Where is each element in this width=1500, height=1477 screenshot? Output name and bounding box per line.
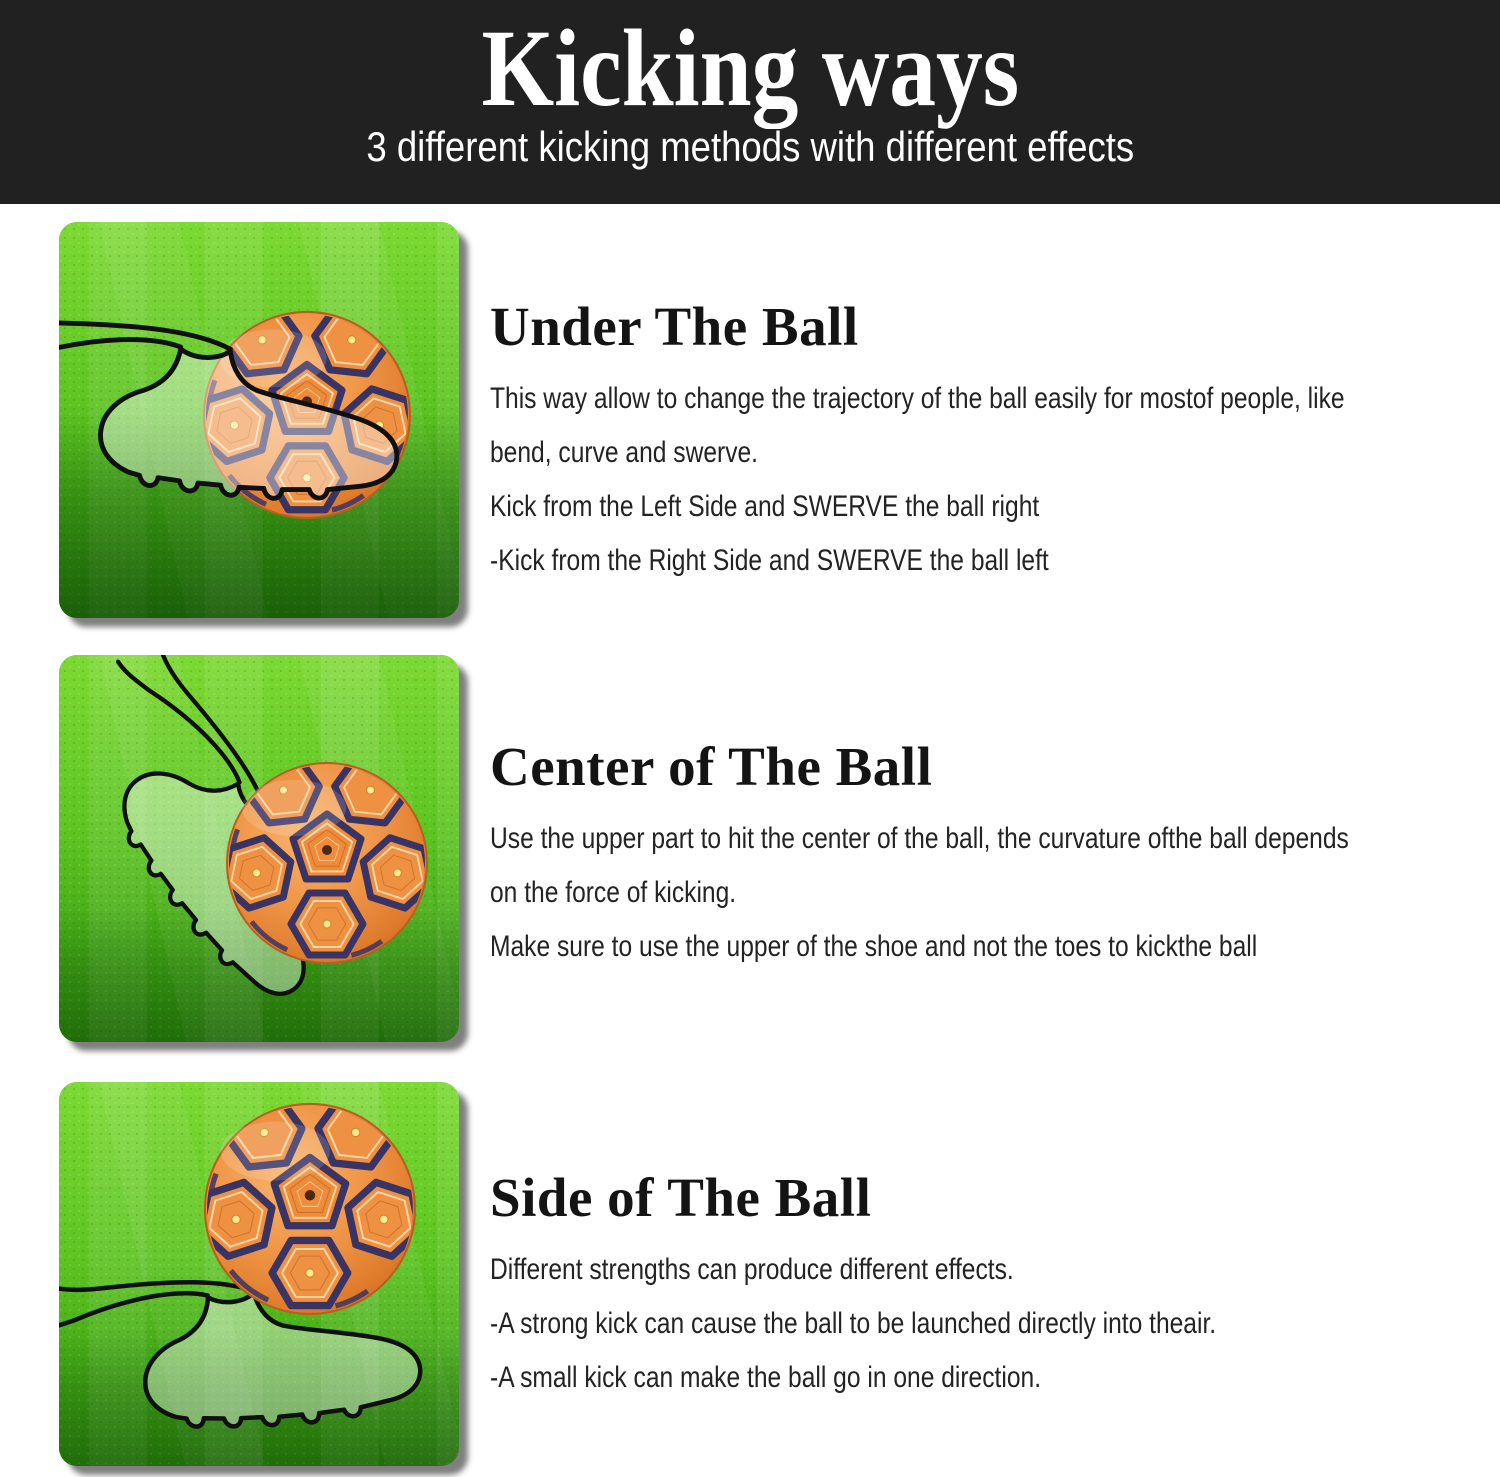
- body-line: Kick from the Left Side and SWERVE the ball right: [490, 490, 1040, 523]
- section-heading: Side of The Ball: [490, 1167, 872, 1228]
- section-under-the-ball: [490, 298, 1470, 588]
- section-body: [490, 372, 1470, 588]
- section-body: [490, 812, 1470, 974]
- grass-photo: [59, 222, 459, 618]
- section-center-of-the-ball: [490, 738, 1470, 974]
- section-body: [490, 1243, 1470, 1405]
- illustration-card-under-the-ball: [59, 222, 459, 618]
- section-heading: Center of The Ball: [490, 736, 933, 797]
- body-line: -A small kick can make the ball go in one direction.: [490, 1361, 1042, 1394]
- body-line: This way allow to change the trajectory of the ball easily for mostof people, like: [490, 382, 1345, 415]
- section-side-of-the-ball: [490, 1169, 1470, 1405]
- body-line: Make sure to use the upper of the shoe and not the toes to kickthe ball: [490, 930, 1258, 963]
- illustration-card-center-of-the-ball: [59, 655, 459, 1042]
- body-line: bend, curve and swerve.: [490, 436, 759, 469]
- illustration-card-side-of-the-ball: [59, 1082, 459, 1466]
- body-line: on the force of kicking.: [490, 876, 737, 909]
- section-heading: Under The Ball: [490, 296, 859, 357]
- body-line: -Kick from the Right Side and SWERVE the ball left: [490, 544, 1049, 577]
- grass-photo: [59, 655, 459, 1042]
- header-banner: [0, 0, 1500, 204]
- page-title: Kicking ways: [481, 7, 1019, 129]
- body-line: Different strengths can produce different effects.: [490, 1253, 1014, 1286]
- page-subtitle: 3 different kicking methods with different effects: [366, 123, 1134, 170]
- body-line: Use the upper part to hit the center of the ball, the curvature ofthe ball depends: [490, 822, 1349, 855]
- body-line: -A strong kick can cause the ball to be launched directly into theair.: [490, 1307, 1217, 1340]
- grass-photo: [59, 1082, 459, 1466]
